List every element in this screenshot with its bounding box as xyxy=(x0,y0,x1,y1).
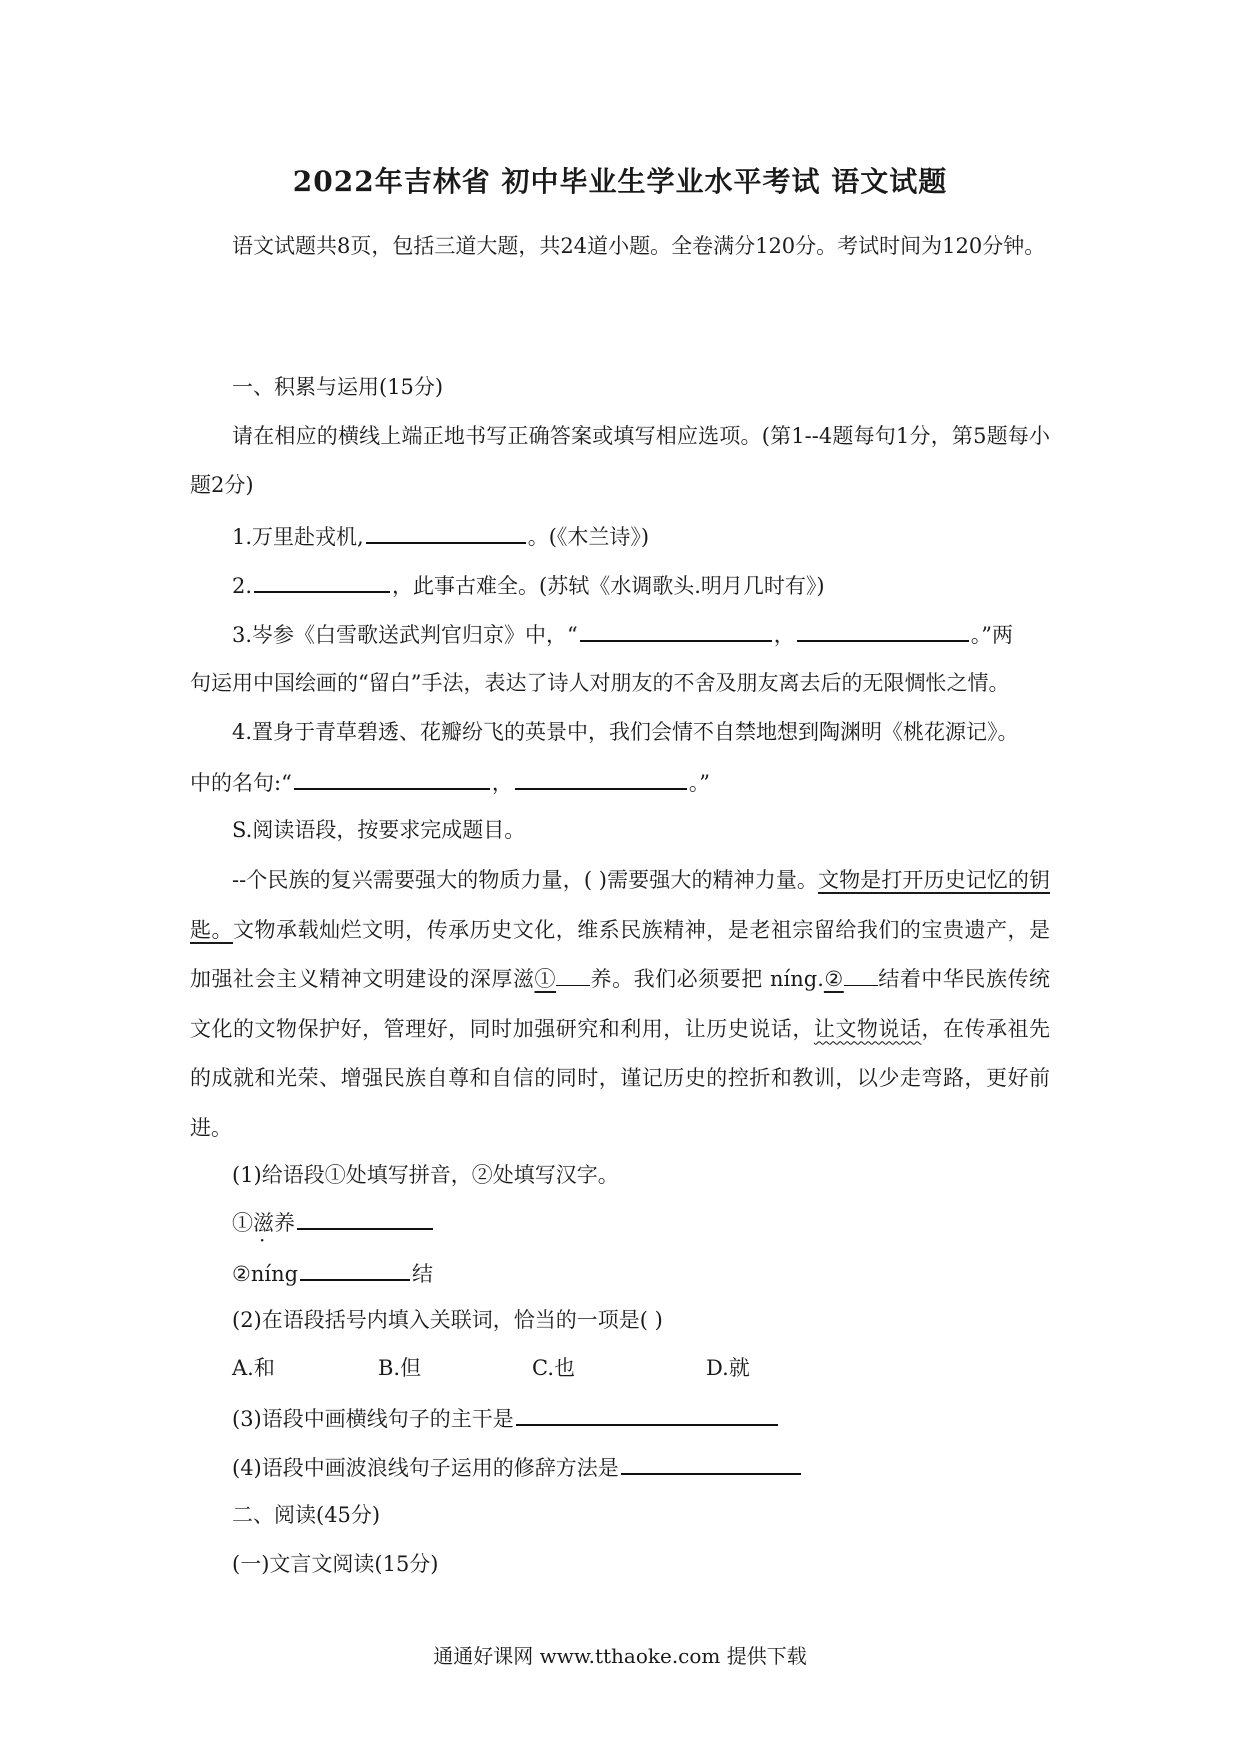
section1-instruction: 请在相应的横线上端正地书写正确答案或填写相应选项。(第1--4题每句1分，第5题每小题2分) xyxy=(190,424,1050,497)
q3-answer-blank-1[interactable] xyxy=(580,618,772,642)
question-4-line1: 4.置身于青草碧透、花瓣纷飞的英景中，我们会情不自禁地想到陶渊明《桃花源记》。 xyxy=(232,720,1019,744)
question-2 xyxy=(232,569,825,601)
passage-part-1: --个民族的复兴需要强大的物质力量，( )需要强大的精神力量。 xyxy=(232,868,819,892)
question-1 xyxy=(232,520,649,552)
q3-text-after: 。”两 xyxy=(970,623,1014,647)
option-b[interactable]: B.但 xyxy=(378,1356,422,1380)
sub-question-1b xyxy=(232,1257,433,1289)
section2-subheading: (一)文言文阅读(15分) xyxy=(232,1552,439,1576)
passage-blank-1 xyxy=(556,965,590,986)
section1-heading: 一、积累与运用(15分) xyxy=(232,375,444,399)
q4-text-before: 中的名句:“ xyxy=(190,771,292,795)
q3-text-before: 3.岑参《白雪歌送武判官归京》中，“ xyxy=(232,623,578,647)
passage-part-5: ，在传承祖先的成就和光荣、增强民族自尊和自信的同时，谨记历史的控折和教训，以少走弯路，更好前进。 xyxy=(190,1016,1051,1140)
sub1b-label: ②níng xyxy=(232,1262,299,1286)
q3-text-mid: ， xyxy=(773,623,795,647)
sub3-text: (3)语段中画横线句子的主干是 xyxy=(232,1407,514,1431)
underlined-sentence: 文物是打开历史记忆的钥匙。 xyxy=(190,868,1050,942)
page-footer: 通通好课网 www.tthaoke.com 提供下载 xyxy=(433,1644,807,1668)
q2-text-before: 2. xyxy=(232,574,253,598)
q1-text-before: 1.万里赴戎机, xyxy=(232,525,364,549)
q2-text-after: ，此事古难全。(苏轼《水调歌头.明月几时有》) xyxy=(392,574,825,598)
q4-answer-blank-2[interactable] xyxy=(515,766,687,790)
sub4-answer-blank[interactable] xyxy=(621,1451,801,1475)
q3-continuation: 句运用中国绘画的“留白”手法，表达了诗人对朋友的不舍及朋友离去后的无限惆怅之情。 xyxy=(190,671,1010,695)
dotted-character: 滋 xyxy=(253,1211,274,1235)
sub1a-char: 养 xyxy=(274,1211,295,1235)
marker-2: ② xyxy=(823,967,844,991)
sub1b-char: 结 xyxy=(412,1262,434,1286)
section2-heading: 二、阅读(45分) xyxy=(232,1503,381,1527)
sub-question-1a xyxy=(232,1206,435,1238)
passage-part-3: 养。我们必须要把 níng. xyxy=(590,967,824,991)
passage-blank-2 xyxy=(844,965,878,986)
option-d[interactable]: D.就 xyxy=(706,1356,750,1380)
question-4-line2 xyxy=(190,766,710,798)
sub-question-2: (2)在语段括号内填入关联词，恰当的一项是( ) xyxy=(232,1308,663,1332)
intro-paragraph: 语文试题共8页，包括三道大题，共24道小题。全卷满分120分。考试时间为120分钟。 xyxy=(232,234,1046,258)
page-title: 2022年吉林省 初中毕业生学业水平考试 语文试题 xyxy=(292,165,948,198)
q1-text-after: 。(《木兰诗》) xyxy=(527,525,650,549)
sub-question-4 xyxy=(232,1451,803,1483)
q1-answer-blank[interactable] xyxy=(366,520,526,544)
sub1a-answer-blank[interactable] xyxy=(297,1206,433,1230)
option-a[interactable]: A.和 xyxy=(232,1356,275,1380)
q2-answer-blank[interactable] xyxy=(254,569,390,593)
wavy-sentence: 让文物说话 xyxy=(813,1016,922,1041)
sub-question-1: (1)给语段①处填写拼音，②处填写汉字。 xyxy=(232,1163,619,1187)
sub3-answer-blank[interactable] xyxy=(516,1402,778,1426)
passage-part-2: 文物承载灿烂文明，传承历史文化，维系民族精神，是老祖宗留给我们的宝贵遗产，是加强社会主义精神文明建设的深厚滋 xyxy=(190,917,1051,991)
q3-answer-blank-2[interactable] xyxy=(797,618,969,642)
q4-text-after: 。” xyxy=(688,771,711,795)
question-5-label: S.阅读语段，按要求完成题目。 xyxy=(232,818,526,842)
q4-text-mid: ， xyxy=(491,771,513,795)
marker-1: ① xyxy=(534,967,557,991)
option-c[interactable]: C.也 xyxy=(532,1356,575,1380)
sub4-text: (4)语段中画波浪线句子运用的修辞方法是 xyxy=(232,1456,619,1480)
passage-part-4: 结着中华民族传统文化的文物保护好，管理好，同时加强研究和利用，让历史说话， xyxy=(190,967,1051,1041)
q4-answer-blank-1[interactable] xyxy=(294,766,490,790)
sub1b-answer-blank[interactable] xyxy=(300,1257,410,1281)
question-3 xyxy=(232,618,1013,650)
sub1a-marker: ① xyxy=(232,1211,253,1235)
q5-passage xyxy=(190,856,1050,1153)
sub-question-3 xyxy=(232,1402,780,1434)
